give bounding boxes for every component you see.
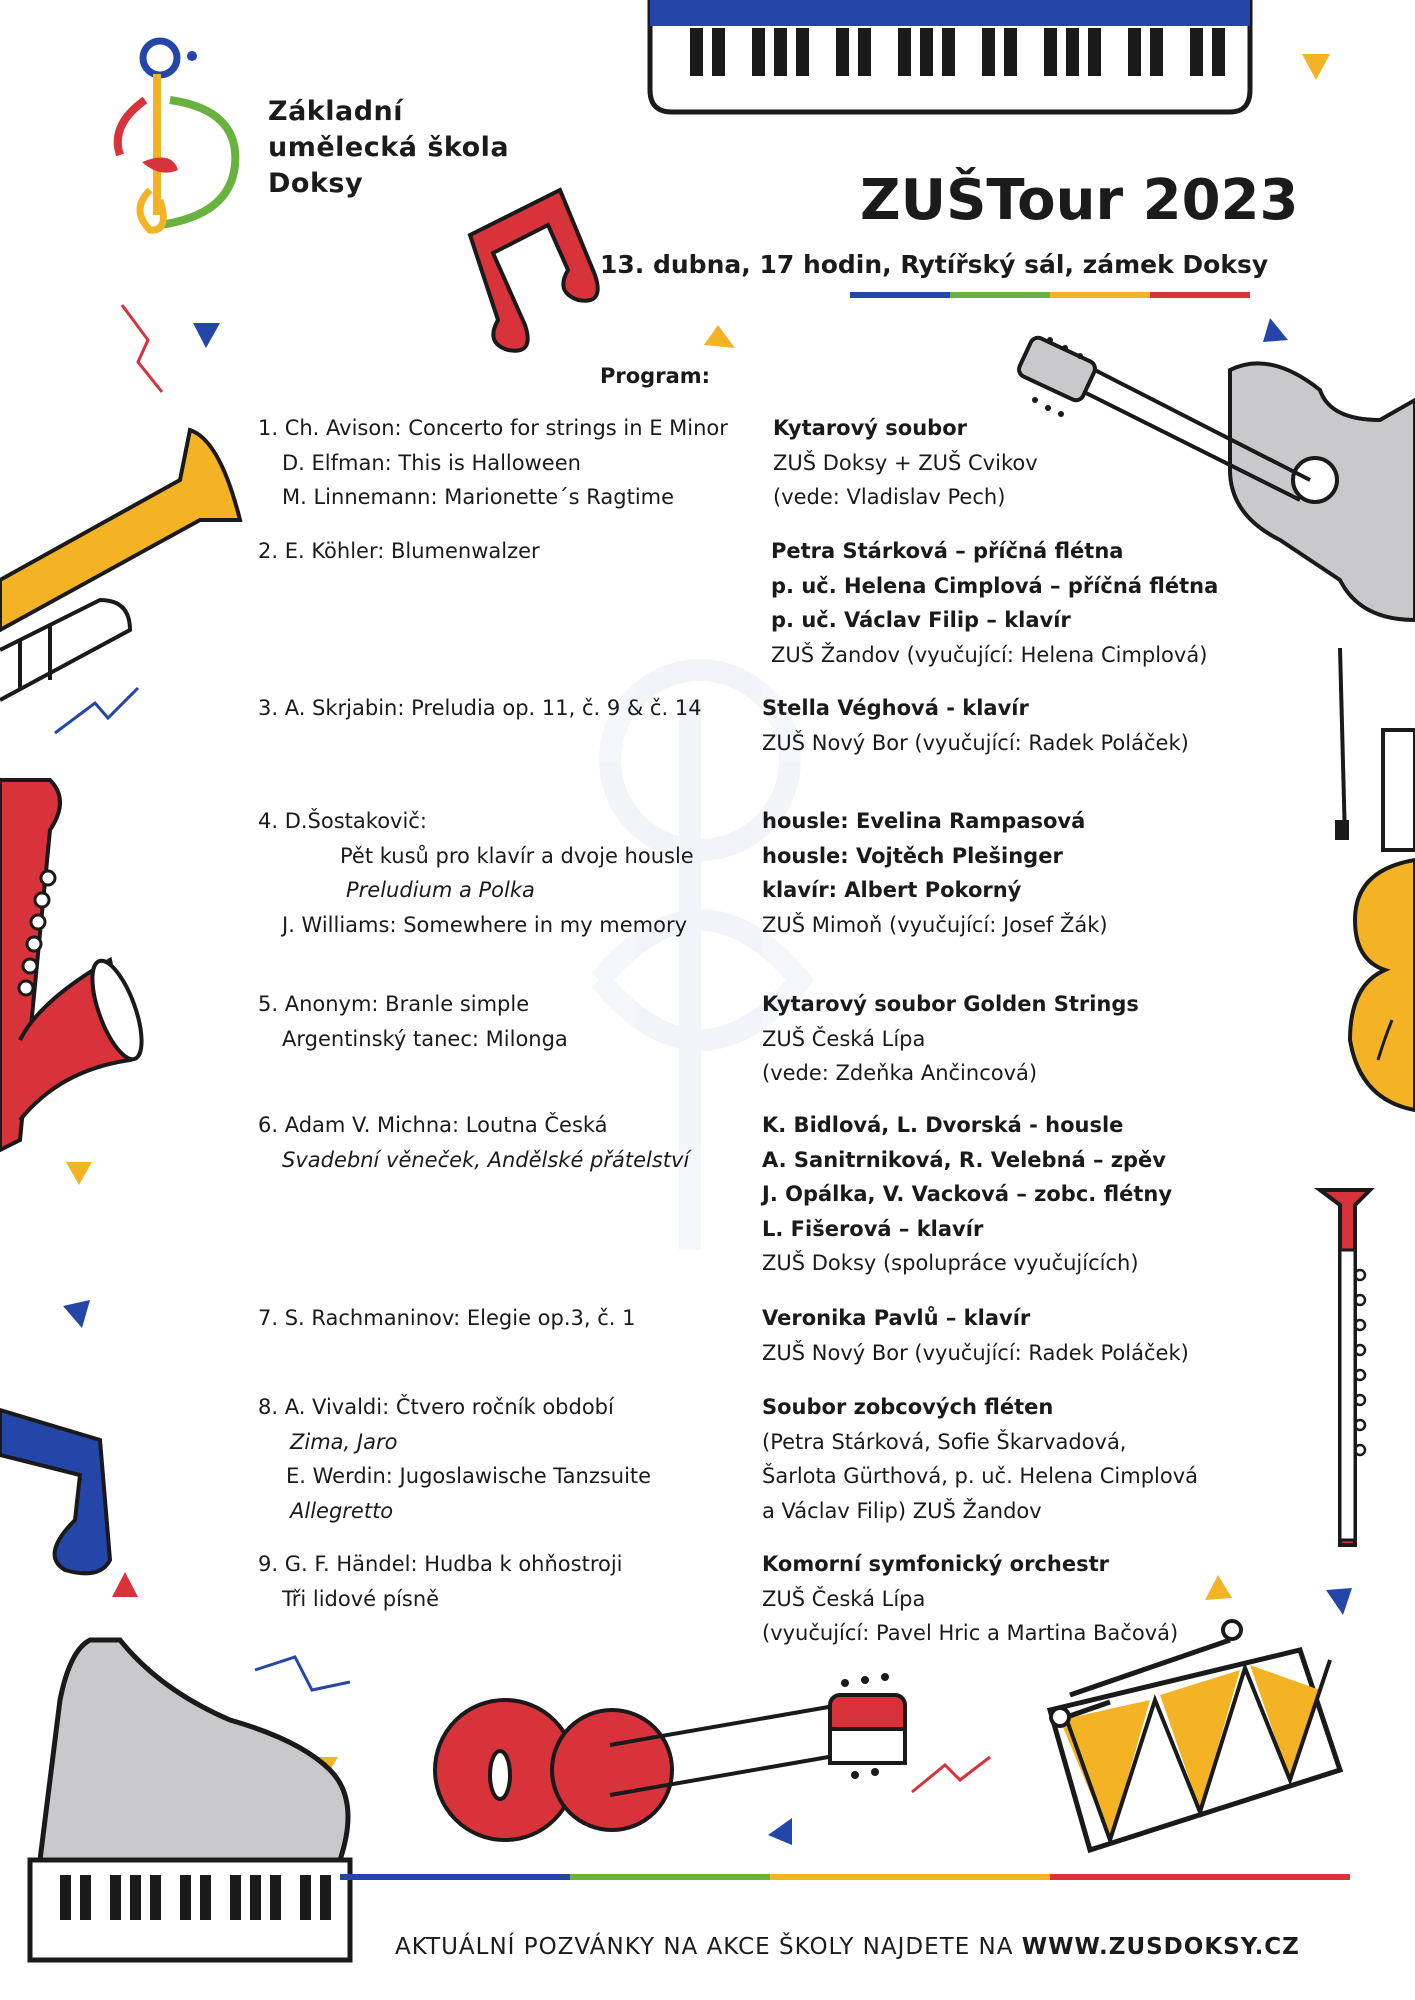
- program-item-9-performers: [762, 1547, 1178, 1651]
- school-name-line: Základní: [268, 96, 404, 127]
- piece-line: 4. D.Šostakovič:: [258, 809, 427, 833]
- piece-line: 6. Adam V. Michna: Loutna Česká: [258, 1113, 608, 1137]
- program-item-8-performers: [762, 1390, 1198, 1528]
- piece-line: 5. Anonym: Branle simple: [258, 992, 530, 1016]
- trumpet-icon: [0, 430, 240, 700]
- performer-line: L. Fišerová – klavír: [762, 1216, 984, 1241]
- performer-line: Kytarový soubor: [773, 416, 967, 440]
- music-note-icon: [470, 190, 598, 351]
- program-item-3-performers: [762, 691, 1189, 760]
- program-item-6-pieces: [258, 1108, 689, 1177]
- performer-line: (Petra Stárková, Sofie Škarvadová,: [762, 1429, 1127, 1454]
- performer-line: Komorní symfonický orchestr: [762, 1552, 1109, 1576]
- piece-line: E. Werdin: Jugoslawische Tanzsuite: [286, 1464, 652, 1488]
- program-item-7-pieces: [258, 1301, 636, 1336]
- performer-line: J. Opálka, V. Vacková – zobc. flétny: [762, 1182, 1173, 1206]
- performer-line: ZUŠ Žandov (vyučující: Helena Cimplová): [771, 642, 1208, 667]
- performer-line: a Václav Filip) ZUŠ Žandov: [762, 1498, 1042, 1523]
- performer-line: Stella Véghová - klavír: [762, 696, 1029, 720]
- piece-line: 9. G. F. Händel: Hudba k ohňostroji: [258, 1552, 623, 1576]
- program-item-7-performers: [762, 1301, 1189, 1370]
- footer: [395, 1934, 1300, 1960]
- piece-line: 1. Ch. Avison: Concerto for strings in E Minor: [258, 416, 728, 440]
- piece-line: 2. E. Köhler: Blumenwalzer: [258, 539, 540, 563]
- bottom-color-stripe: [340, 1874, 1350, 1880]
- school-name-line: Doksy: [268, 168, 364, 199]
- performer-line: (vede: Vladislav Pech): [773, 485, 1006, 509]
- piece-line: Preludium a Polka: [346, 878, 535, 902]
- performer-line: ZUŠ Česká Lípa: [762, 1026, 926, 1051]
- performer-line: A. Sanitrniková, R. Velebná – zpěv: [762, 1147, 1166, 1172]
- performer-line: Petra Stárková – příčná flétna: [771, 539, 1124, 563]
- performer-line: klavír: Albert Pokorný: [762, 878, 1022, 902]
- program-item-6-performers: [762, 1108, 1172, 1281]
- blue-note-icon: [0, 1410, 110, 1573]
- piano-keyboard-icon: [650, 0, 1250, 112]
- piece-line: Pět kusů pro klavír a dvoje housle: [340, 843, 694, 868]
- piece-line: 3. A. Skrjabin: Preludia op. 11, č. 9 & č. 14: [258, 696, 702, 720]
- piece-line: M. Linnemann: Marionette´s Ragtime: [282, 485, 675, 509]
- program-item-5-pieces: [258, 987, 568, 1056]
- program-item-9-pieces: [258, 1547, 623, 1616]
- performer-line: housle: Vojtěch Plešinger: [762, 843, 1063, 868]
- performer-line: housle: Evelina Rampasová: [762, 809, 1086, 833]
- piece-line: 7. S. Rachmaninov: Elegie op.3, č. 1: [258, 1306, 636, 1330]
- program-item-1-performers: [773, 411, 1038, 515]
- program-item-8-pieces: [258, 1390, 651, 1528]
- performer-line: K. Bidlová, L. Dvorská - housle: [762, 1113, 1124, 1137]
- piece-line: 8. A. Vivaldi: Čtvero ročník období: [258, 1395, 614, 1419]
- performer-line: ZUŠ Doksy (spolupráce vyučujících): [762, 1251, 1139, 1275]
- program-item-1-pieces: [258, 411, 728, 515]
- performer-line: Soubor zobcových fléten: [762, 1395, 1054, 1419]
- website-link[interactable]: WWW.ZUSDOKSY.CZ: [1021, 1934, 1300, 1960]
- program-item-5-performers: [762, 987, 1139, 1091]
- program-item-4-pieces: [258, 804, 694, 942]
- performer-line: Kytarový soubor Golden Strings: [762, 992, 1139, 1016]
- grand-piano-icon: [30, 1640, 350, 1960]
- event-subtitle: 13. dubna, 17 hodin, Rytířský sál, zámek Doksy: [600, 250, 1269, 279]
- program-item-3-pieces: [258, 691, 702, 726]
- acoustic-guitar-icon: [435, 1673, 905, 1840]
- piece-line: J. Williams: Somewhere in my memory: [282, 912, 688, 937]
- piece-line: Zima, Jaro: [290, 1429, 398, 1454]
- program-item-2-performers: [771, 534, 1218, 672]
- color-stripe-divider: [850, 292, 1250, 298]
- performer-line: ZUŠ Doksy + ZUŠ Cvikov: [773, 450, 1038, 475]
- performer-line: p. uč. Helena Cimplová – příčná flétna: [771, 573, 1219, 598]
- performer-line: Šarlota Gürthová, p. uč. Helena Cimplová: [762, 1464, 1199, 1488]
- performer-line: Veronika Pavlů – klavír: [762, 1306, 1031, 1330]
- piece-line: Svadební věneček, Andělské přátelství: [282, 1147, 690, 1172]
- school-name-line: umělecká škola: [268, 132, 510, 163]
- clarinet-icon: [1320, 1190, 1370, 1545]
- piece-line: Argentinský tanec: Milonga: [282, 1026, 568, 1051]
- performer-line: p. uč. Václav Filip – klavír: [771, 608, 1071, 632]
- piece-line: Tři lidové písně: [282, 1586, 440, 1611]
- performer-line: (vede: Zdeňka Ančincová): [762, 1061, 1038, 1085]
- drum-icon: [1050, 1621, 1340, 1850]
- event-title: ZUŠTour 2023: [860, 168, 1299, 233]
- program-item-2-pieces: [258, 534, 540, 569]
- performer-line: ZUŠ Česká Lípa: [762, 1586, 926, 1611]
- performer-line: ZUŠ Nový Bor (vyučující: Radek Poláček): [762, 1340, 1189, 1365]
- saxophone-icon: [0, 780, 152, 1150]
- footer-text: AKTUÁLNÍ POZVÁNKY NA AKCE ŠKOLY NAJDETE NA: [395, 1934, 1022, 1960]
- performer-line: ZUŠ Nový Bor (vyučující: Radek Poláček): [762, 730, 1189, 755]
- performer-line: ZUŠ Mimoň (vyučující: Josef Žák): [762, 912, 1108, 937]
- program-heading: Program:: [600, 364, 711, 388]
- program-item-4-performers: [762, 804, 1108, 942]
- piece-line: Allegretto: [290, 1498, 394, 1523]
- piece-line: D. Elfman: This is Halloween: [282, 450, 581, 475]
- violin-icon: [1335, 648, 1415, 1110]
- school-name: [268, 94, 509, 202]
- performer-line: (vyučující: Pavel Hric a Martina Bačová): [762, 1621, 1179, 1645]
- school-logo-icon: [118, 41, 236, 230]
